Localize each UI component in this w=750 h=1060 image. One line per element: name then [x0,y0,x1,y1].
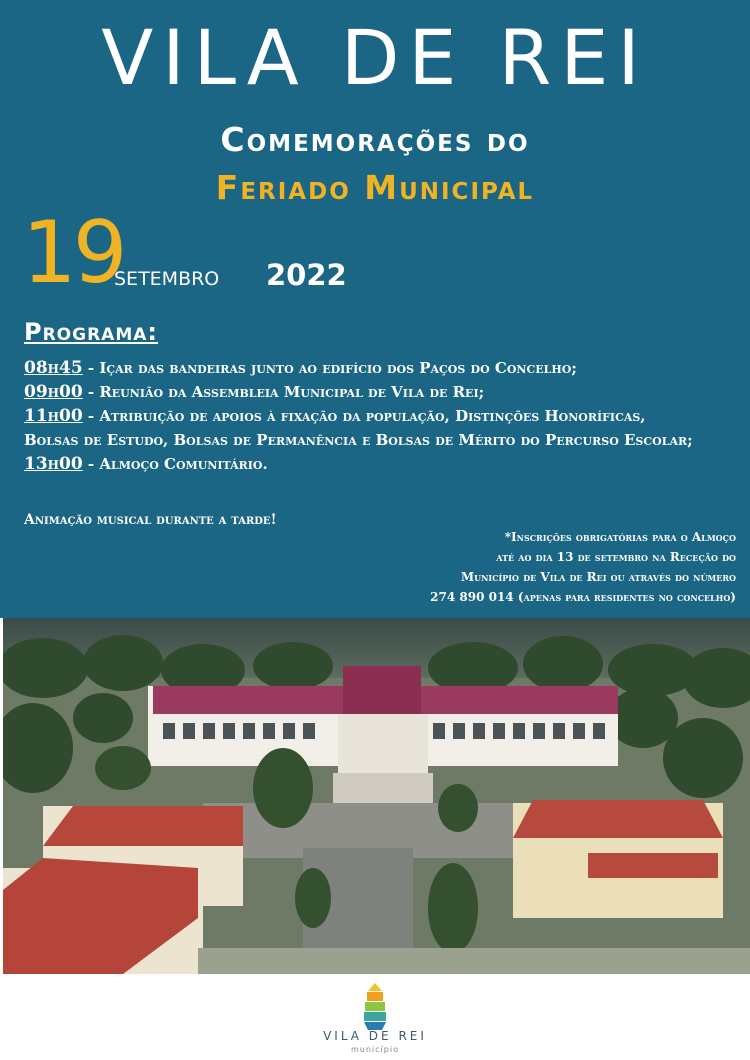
program-text: - Reunião da Assembleia Municipal de Vila de Rei; [82,383,485,401]
animation-note: Animação musical durante a tarde! [24,512,277,528]
subtitle-commemorations: Comemorações do [220,120,530,159]
program-list [24,356,740,476]
signup-note-line: 274 890 014 (apenas para residentes no concelho) [430,590,736,604]
program-item [24,380,740,404]
program-time: 11h00 [24,406,83,426]
date-day: 19 [22,203,124,303]
logo-name: VILA DE REI [323,1029,427,1043]
footer-logo [0,975,750,1060]
program-item [24,452,740,476]
program-time: 08h45 [24,358,83,378]
signup-note-line: *Inscrições obrigatórias para o Almoço [504,530,736,544]
program-heading: Programa: [24,318,159,346]
program-item [24,356,740,380]
logo-subtitle: município [351,1045,399,1054]
municipality-logo-icon [360,981,390,1031]
program-text: - Atribuição de apoios à fixação da população, Distinções Honoríficas, [82,407,646,425]
program-time: 09h00 [24,382,83,402]
signup-note-line: Município de Vila de Rei ou através do número [460,570,736,584]
signup-note-line: até ao dia 13 de setembro na Receção do [496,550,736,564]
program-text-continued: Bolsas de Estudo, Bolsas de Permanência e Bolsas de Mérito do Percurso Escolar; [24,431,693,449]
date-month: setembro [114,261,220,292]
program-text: - Içar das bandeiras junto ao edifício dos Paços do Concelho; [82,359,577,377]
subtitle-municipal-holiday: Feriado Municipal [215,168,535,207]
town-hall-aerial-photo [3,618,750,974]
lunch-signup-note [356,527,736,607]
program-text: - Almoço Comunitário. [82,455,268,473]
date-year: 2022 [266,258,347,292]
town-title: VILA DE REI [101,13,649,102]
program-item [24,404,740,452]
program-time: 13h00 [24,454,83,474]
